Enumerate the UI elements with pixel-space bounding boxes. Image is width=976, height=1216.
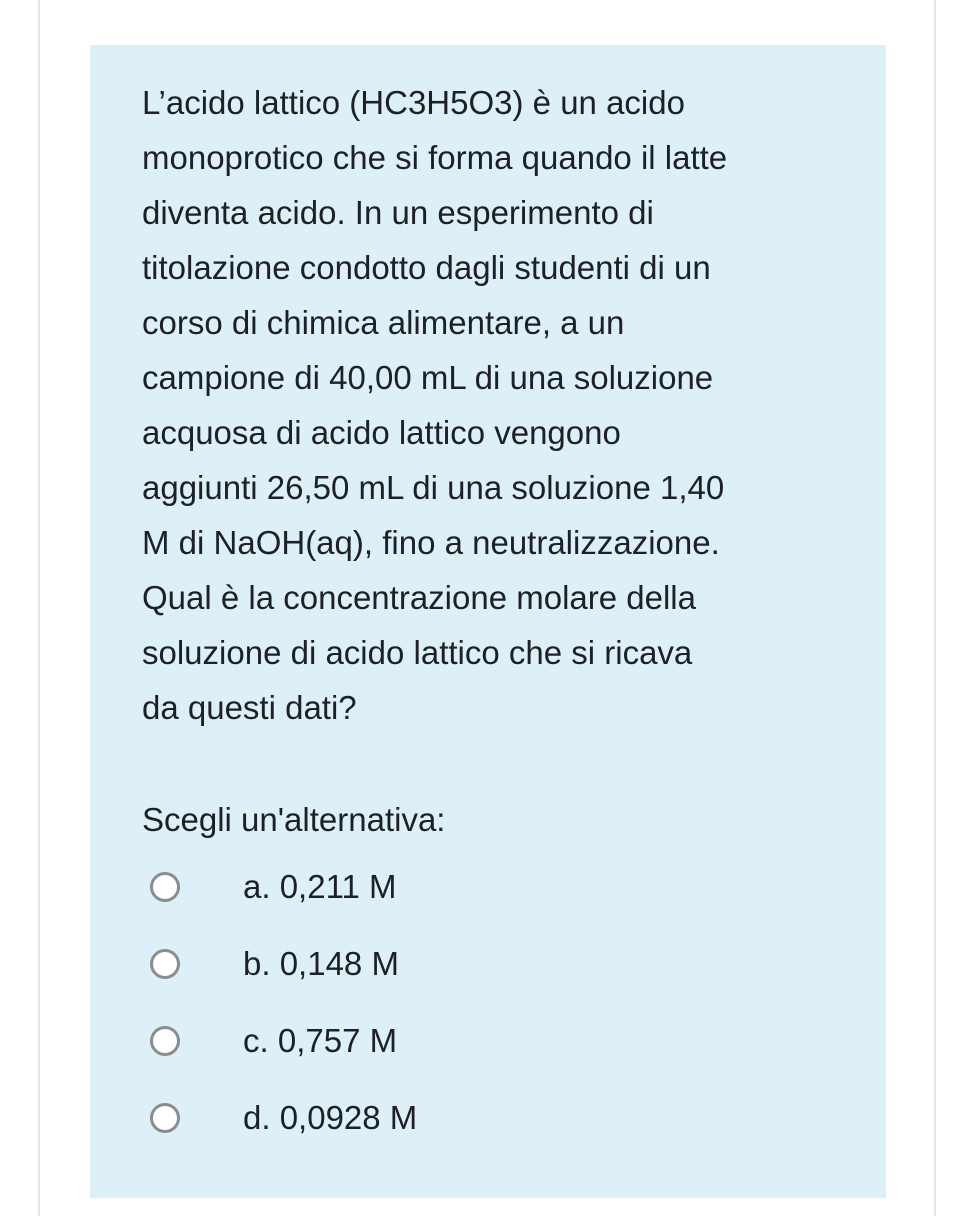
- question-line: M di NaOH(aq), fino a neutralizzazione.: [142, 524, 720, 561]
- question-line: diventa acido. In un esperimento di: [142, 194, 654, 231]
- question-line: Qual è la concentrazione molare della: [142, 579, 696, 616]
- answer-prompt: Scegli un'alternativa:: [142, 801, 446, 838]
- option-a[interactable]: [150, 848, 750, 925]
- radio-button-icon[interactable]: [150, 949, 180, 979]
- question-line: aggiunti 26,50 mL di una soluzione 1,40: [142, 469, 725, 506]
- question-line: L’acido lattico (HC3H5O3) è un acido: [142, 84, 685, 121]
- question-line: acquosa di acido lattico vengono: [142, 414, 621, 451]
- answer-options: [150, 848, 750, 1156]
- option-label[interactable]: a. 0,211 M: [243, 867, 397, 905]
- option-d[interactable]: [150, 1079, 750, 1156]
- question-text: [142, 75, 842, 735]
- radio-button-icon[interactable]: [150, 872, 180, 902]
- question-line: corso di chimica alimentare, a un: [142, 304, 625, 341]
- question-line: monoprotico che si forma quando il latte: [142, 139, 728, 176]
- option-label[interactable]: c. 0,757 M: [243, 1021, 398, 1059]
- question-line: soluzione di acido lattico che si ricava: [142, 634, 693, 671]
- question-line: campione di 40,00 mL di una soluzione: [142, 359, 714, 396]
- question-line: titolazione condotto dagli studenti di un: [142, 249, 711, 286]
- option-c[interactable]: [150, 1002, 750, 1079]
- option-b[interactable]: [150, 925, 750, 1002]
- radio-button-icon[interactable]: [150, 1026, 180, 1056]
- option-label[interactable]: d. 0,0928 M: [243, 1098, 418, 1136]
- radio-button-icon[interactable]: [150, 1103, 180, 1133]
- question-line: da questi dati?: [142, 689, 357, 726]
- option-label[interactable]: b. 0,148 M: [243, 944, 399, 982]
